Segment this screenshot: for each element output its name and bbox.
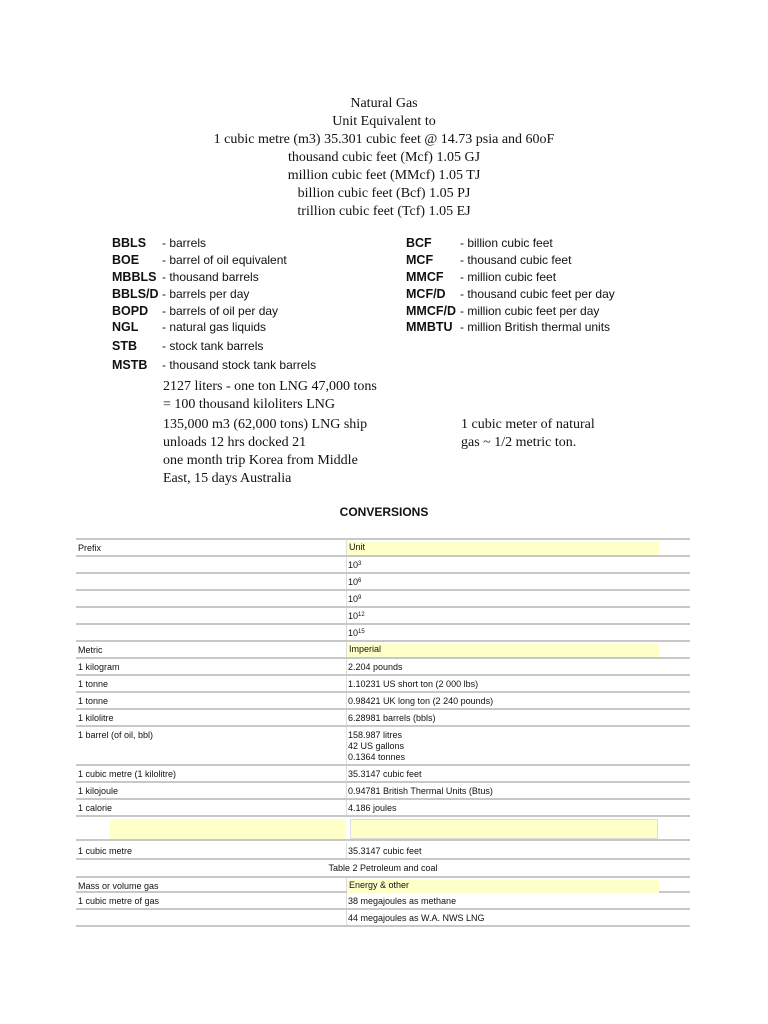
abbr-definition: - million cubic feet bbox=[460, 270, 557, 284]
imperial-cell: 0.94781 British Thermal Units (Btus) bbox=[348, 786, 493, 796]
imperial-header: Imperial bbox=[347, 644, 659, 657]
gas-note-line: 1 cubic meter of natural bbox=[461, 417, 595, 432]
table-row bbox=[76, 766, 690, 783]
header-line-mmcf: million cubic feet (MMcf) 1.05 TJ bbox=[287, 168, 481, 183]
abbr-term: BOPD bbox=[112, 304, 149, 318]
abbr-definition: - million cubic feet per day bbox=[460, 304, 600, 318]
table-header-row bbox=[76, 540, 690, 557]
abbr-term: BCF bbox=[406, 236, 432, 250]
abbr-term: MCF/D bbox=[406, 287, 446, 301]
lng-note-line: = 100 thousand kiloliters LNG bbox=[163, 397, 335, 412]
abbr-definition: - thousand barrels bbox=[162, 270, 259, 284]
header-line-unit: Unit Equivalent to bbox=[332, 114, 436, 129]
abbr-definition: - stock tank barrels bbox=[162, 339, 264, 353]
abbr-definition: - barrels bbox=[162, 236, 207, 250]
header-line-m3: 1 cubic metre (m3) 35.301 cubic feet @ 14.73 psia and 60oF bbox=[213, 132, 555, 147]
header-line-tcf: trillion cubic feet (Tcf) 1.05 EJ bbox=[297, 204, 471, 219]
power-exponent: 15 bbox=[358, 629, 365, 635]
metric-cell: 1 cubic metre of gas bbox=[78, 896, 160, 906]
abbr-definition: - barrel of oil equivalent bbox=[162, 253, 287, 267]
abbr-term: BBLS/D bbox=[112, 287, 159, 301]
abbr-definition: - natural gas liquids bbox=[162, 320, 267, 334]
prefix-header: Prefix bbox=[78, 543, 102, 553]
gas-header-right: Energy & other bbox=[347, 880, 659, 893]
abbr-definition: - thousand stock tank barrels bbox=[162, 358, 317, 372]
abbr-term: STB bbox=[112, 339, 137, 353]
abbr-term: MMCF bbox=[406, 270, 444, 284]
ship-note-line: East, 15 days Australia bbox=[163, 471, 292, 486]
ship-note-line: one month trip Korea from Middle bbox=[163, 453, 358, 468]
imperial-line: 0.1364 tonnes bbox=[348, 752, 406, 762]
empty-cell bbox=[110, 819, 346, 839]
table-caption: Table 2 Petroleum and coal bbox=[328, 863, 438, 873]
table-row bbox=[76, 557, 690, 574]
ship-note-line: unloads 12 hrs docked 21 bbox=[163, 435, 307, 450]
table-row bbox=[76, 693, 690, 710]
imperial-cell: 6.28981 barrels (bbls) bbox=[348, 713, 436, 723]
imperial-line: 158.987 litres bbox=[348, 730, 403, 740]
power-exponent: 3 bbox=[358, 561, 362, 567]
gas-note-line: gas ~ 1/2 metric ton. bbox=[461, 435, 577, 450]
table-row bbox=[76, 625, 690, 642]
abbr-definition: - barrels of oil per day bbox=[162, 304, 279, 318]
table-row bbox=[76, 893, 690, 910]
energy-cell: 44 megajoules as W.A. NWS LNG bbox=[348, 913, 485, 923]
abbr-definition: - barrels per day bbox=[162, 287, 250, 301]
header-line-mcf: thousand cubic feet (Mcf) 1.05 GJ bbox=[287, 150, 481, 165]
table-row bbox=[76, 843, 690, 860]
abbr-definition: - million British thermal units bbox=[460, 320, 611, 334]
imperial-cell: 0.98421 UK long ton (2 240 pounds) bbox=[348, 696, 494, 706]
unit-header: Unit bbox=[347, 542, 659, 555]
metric-cell: 1 kilojoule bbox=[78, 786, 119, 796]
imperial-cell bbox=[348, 730, 658, 763]
metric-cell: 1 cubic metre (1 kilolitre) bbox=[78, 769, 177, 779]
abbr-term: NGL bbox=[112, 320, 139, 334]
header-line-bcf: billion cubic feet (Bcf) 1.05 PJ bbox=[297, 186, 471, 201]
table-row bbox=[76, 910, 690, 927]
empty-cell bbox=[350, 819, 658, 839]
abbr-term: MMCF/D bbox=[406, 304, 456, 318]
imperial-cell: 4.186 joules bbox=[348, 803, 397, 813]
table-row bbox=[76, 727, 690, 766]
power-base: 10 bbox=[348, 577, 359, 587]
table-row bbox=[76, 608, 690, 625]
metric-header-row bbox=[76, 642, 690, 659]
power-exponent: 9 bbox=[358, 595, 362, 601]
abbr-term: MBBLS bbox=[112, 270, 157, 284]
abbr-term: MSTB bbox=[112, 358, 148, 372]
table-row bbox=[76, 659, 690, 676]
power-base: 10 bbox=[348, 594, 359, 604]
table-row bbox=[76, 710, 690, 727]
imperial-cell: 35.3147 cubic feet bbox=[348, 846, 422, 856]
gas-header-left: Mass or volume gas bbox=[78, 881, 159, 891]
imperial-line: 42 US gallons bbox=[348, 741, 405, 751]
abbr-term: MMBTU bbox=[406, 320, 453, 334]
metric-cell: 1 cubic metre bbox=[78, 846, 133, 856]
power-base: 10 bbox=[348, 560, 359, 570]
conversions-heading: CONVERSIONS bbox=[339, 505, 429, 519]
power-base: 10 bbox=[348, 611, 359, 621]
table-row bbox=[76, 800, 690, 817]
ship-note-line: 135,000 m3 (62,000 tons) LNG ship bbox=[163, 417, 368, 432]
metric-header: Metric bbox=[78, 645, 103, 655]
table-row bbox=[76, 676, 690, 693]
table-row bbox=[76, 574, 690, 591]
metric-cell: 1 tonne bbox=[78, 696, 109, 706]
lng-note bbox=[163, 378, 377, 414]
power-exponent: 12 bbox=[358, 612, 365, 618]
imperial-cell: 35.3147 cubic feet bbox=[348, 769, 422, 779]
gas-header-row bbox=[76, 876, 690, 893]
abbr-term: BOE bbox=[112, 253, 140, 267]
abbr-term: MCF bbox=[406, 253, 434, 267]
abbr-definition: - thousand cubic feet bbox=[460, 253, 572, 267]
abbr-term: BBLS bbox=[112, 236, 147, 250]
table-caption-row bbox=[76, 860, 690, 876]
power-base: 10 bbox=[348, 628, 359, 638]
metric-cell: 1 barrel (of oil, bbl) bbox=[78, 730, 154, 740]
metric-cell: 1 calorie bbox=[78, 803, 113, 813]
empty-highlight-row bbox=[76, 817, 690, 841]
metric-cell: 1 kilogram bbox=[78, 662, 120, 672]
imperial-cell: 2.204 pounds bbox=[348, 662, 403, 672]
imperial-cell: 1.10231 US short ton (2 000 lbs) bbox=[348, 679, 479, 689]
power-exponent: 6 bbox=[358, 578, 362, 584]
ship-note bbox=[163, 416, 367, 488]
gas-density-note bbox=[461, 416, 595, 452]
lng-note-line: 2127 liters - one ton LNG 47,000 tons bbox=[163, 379, 377, 394]
conversions-table bbox=[76, 538, 690, 927]
abbr-definition: - billion cubic feet bbox=[460, 236, 553, 250]
metric-cell: 1 kilolitre bbox=[78, 713, 114, 723]
energy-cell: 38 megajoules as methane bbox=[348, 896, 457, 906]
table-row bbox=[76, 591, 690, 608]
abbr-definition: - thousand cubic feet per day bbox=[460, 287, 615, 301]
metric-cell: 1 tonne bbox=[78, 679, 109, 689]
table-row bbox=[76, 783, 690, 800]
header-line-title: Natural Gas bbox=[350, 96, 418, 111]
